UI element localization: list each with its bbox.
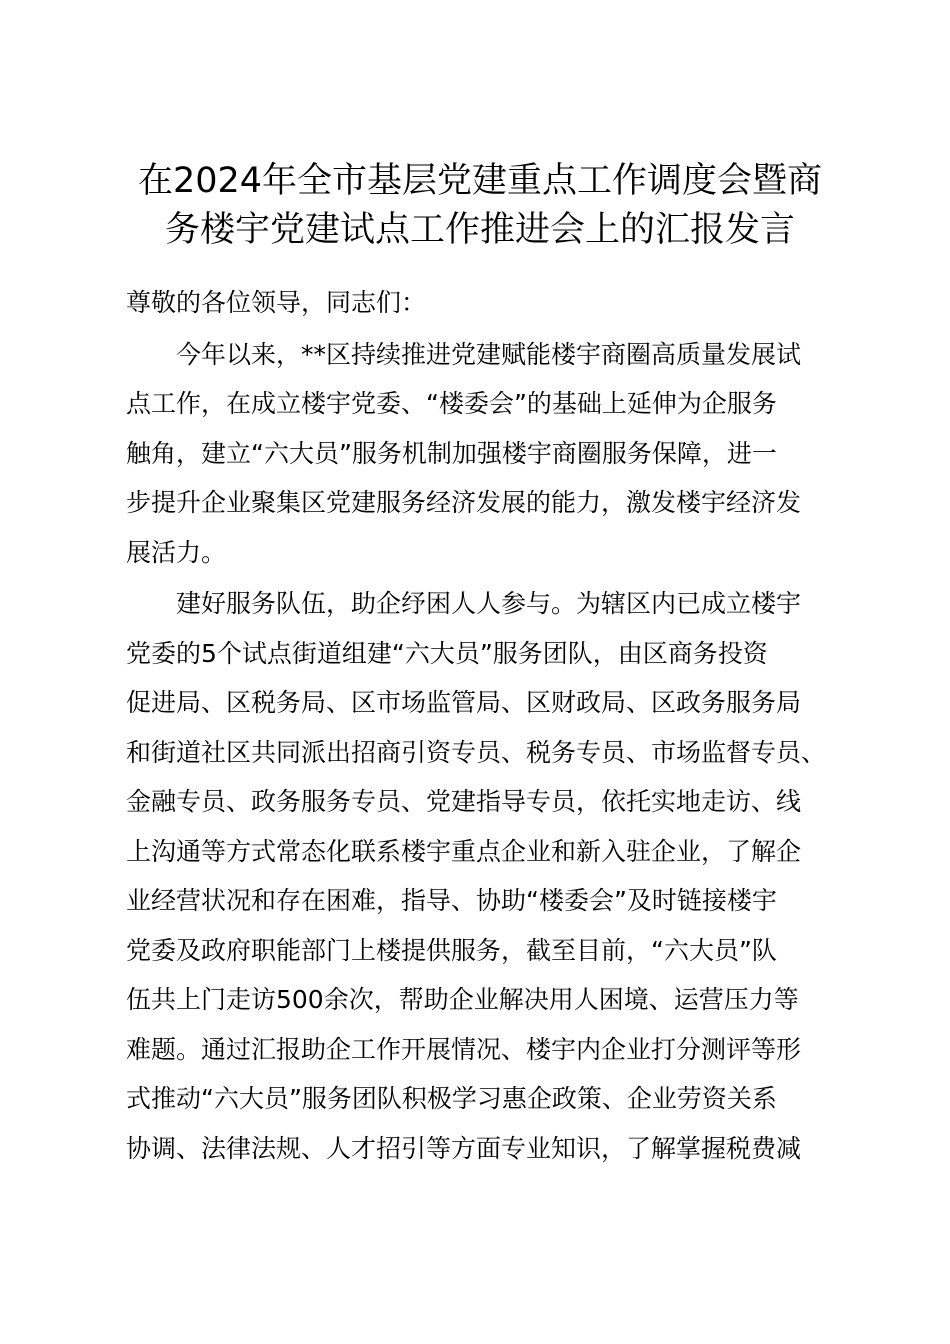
document-title-line-2: 务楼宇党建试点工作推进会上的汇报发言 [164,210,795,250]
paragraph-2-line-12: 协调、法律法规、人才招引等方面专业知识，了解掌握税费减 [126,1134,802,1163]
paragraph-2-line-7: 业经营状况和存在困难，指导、协助“楼委会”及时链接楼宇 [126,886,777,915]
salutation: 尊敬的各位领导，同志们： [126,288,427,317]
paragraph-2-line-3: 促进局、区税务局、区市场监管局、区财政局、区政务服务局 [126,688,802,717]
paragraph-2-line-11: 式推动“六大员”服务团队积极学习惠企政策、企业劳资关系 [126,1084,777,1113]
paragraph-2-line-4: 和街道社区共同派出招商引资专员、税务专员、市场监督专员、 [126,738,827,767]
paragraph-1-line-2: 点工作，在成立楼宇党委、“楼委会”的基础上延伸为企服务 [126,389,777,418]
paragraph-2-line-1: 建好服务队伍，助企纾困人人参与。为辖区内已成立楼宇 [176,589,802,618]
paragraph-1-line-1: 今年以来，**区持续推进党建赋能楼宇商圈高质量发展试 [176,340,802,369]
paragraph-2-line-2: 党委的5个试点街道组建“六大员”服务团队，由区商务投资 [126,639,768,668]
paragraph-1-line-3: 触角，建立“六大员”服务机制加强楼宇商圈服务保障，进一 [126,439,777,468]
paragraph-1-line-4: 步提升企业聚集区党建服务经济发展的能力，激发楼宇经济发 [126,488,802,517]
paragraph-2-line-6: 上沟通等方式常态化联系楼宇重点企业和新入驻企业，了解企 [126,837,802,866]
paragraph-2-line-10: 难题。通过汇报助企工作开展情况、楼宇内企业打分测评等形 [126,1035,802,1064]
document-title-line-1: 在2024年全市基层党建重点工作调度会暨商 [137,161,823,201]
paragraph-2-line-8: 党委及政府职能部门上楼提供服务，截至目前，“六大员”队 [126,936,777,965]
paragraph-1-line-5: 展活力。 [126,538,227,567]
paragraph-2-line-9: 伍共上门走访500余次，帮助企业解决用人困境、运营压力等 [126,985,799,1014]
paragraph-2-line-5: 金融专员、政务服务专员、党建指导专员，依托实地走访、线 [126,787,802,816]
